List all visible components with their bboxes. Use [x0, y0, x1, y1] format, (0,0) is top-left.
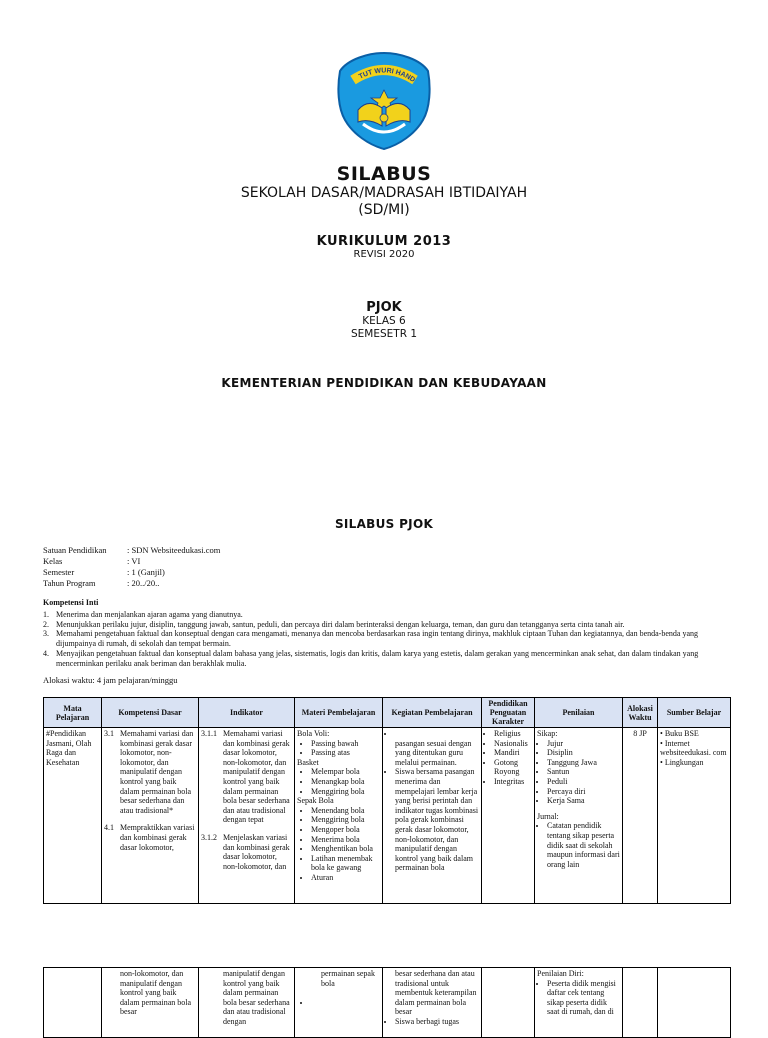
ki-item: 2. Menunjukkan perilaku jujur, disiplin, tanggung jawab, santun, peduli, dan percaya diri dalam berinteraksi dengan keluarga, teman, dan guru dan tetangganya serta cinta tanah air.	[43, 619, 625, 629]
list-item: • Santun	[547, 767, 620, 777]
list-item: • Menerima bola	[311, 835, 380, 845]
list-item: • Peduli	[547, 777, 620, 787]
table-row	[44, 968, 731, 1038]
list-item: • Menghentikan bola	[311, 844, 380, 854]
karakter-cell	[482, 968, 535, 1038]
header-cell: Penilaian	[535, 698, 623, 728]
syllabus-heading: SILABUS PJOK	[334, 517, 434, 531]
header-cell: Kompetensi Dasar	[102, 698, 199, 728]
list-item: • Menggiring bola	[311, 815, 380, 825]
syllabus-table-continued	[43, 967, 731, 1038]
cover-semester: SEMESETR 1	[350, 328, 418, 340]
header-cell: Kegiatan Pembelajaran	[383, 698, 482, 728]
list-item: • Tanggung Jawa	[547, 758, 620, 768]
kd-cell: non-lokomotor, dan manipulatif dengan kontrol yang baik dalam permainan bola besar	[102, 968, 199, 1038]
kompetensi-inti	[43, 598, 733, 669]
karakter-cell	[482, 728, 535, 904]
header-cell: Materi Pembelajaran	[295, 698, 383, 728]
time-allocation: Alokasi waktu: 4 jam pelajaran/minggu	[43, 675, 178, 685]
list-item: • Passing atas	[311, 748, 380, 758]
penilaian-cell: Sikap: • Jujur • Disiplin • Tanggung Jawa • Santun • Peduli • Percaya diri • Kerja Sama Jurnal: • Catatan pendidik tentang sikap peserta didik saat di sekolah maupun informasi dari orang lain	[535, 728, 623, 904]
list-item: • Siswa berbagi tugas	[395, 1017, 479, 1027]
header-cell: Mata Pelajaran	[44, 698, 102, 728]
list-item: • Internet websiteedukasi. com	[660, 738, 727, 758]
header-cell: Alokasi Waktu	[623, 698, 658, 728]
sumber-cell	[658, 728, 731, 904]
header-cell: Sumber Belajar	[658, 698, 731, 728]
cover-school-abbr: (SD/MI)	[358, 202, 410, 218]
list-item: • Mengoper bola	[311, 825, 380, 835]
logo-motto: TUT WURI HAND	[357, 67, 417, 84]
list-item: • Melempar bola	[311, 767, 380, 777]
table-header-row	[44, 698, 731, 728]
list-item: • Menggiring bola	[311, 787, 380, 797]
list-item: • Religius	[494, 729, 532, 739]
ki-title: Kompetensi Inti	[43, 598, 99, 607]
header-cell: Indikator	[199, 698, 295, 728]
cover-title: SILABUS	[336, 163, 432, 185]
identity-block	[43, 545, 220, 589]
alokasi-cell	[623, 968, 658, 1038]
ki-item: 4. Menyajikan pengetahuan faktual dan konseptual dalam bahasa yang jelas, sistematis, logis dan kritis, dalam karya yang estetis, dalam gerakan yang mencerminkan anak sehat, dan dalam tindakan yang mencerminkan perilaku anak beriman dan berakhlak mulia.	[43, 648, 699, 668]
indikator-cell: manipulatif dengan kontrol yang baik dalam permainan bola besar sederhana dan atau tradisional dengan	[199, 968, 295, 1038]
list-item: • Lingkungan	[660, 757, 704, 767]
list-item: • Jujur	[547, 739, 620, 749]
list-item: • Menendang bola	[311, 806, 380, 816]
tut-wuri-handayani-logo	[333, 50, 435, 152]
identity-row: Satuan Pendidikan : SDN Websiteedukasi.com	[43, 545, 221, 555]
mapel-cell	[44, 968, 102, 1038]
list-item: • Peserta didik mengisi daftar cek tentang sikap peserta didik saat di rumah, dan di	[547, 979, 620, 1017]
identity-row: Semester : 1 (Ganjil)	[43, 567, 165, 577]
list-item: • Gotong Royong	[494, 758, 532, 777]
cover-curriculum: KURIKULUM 2013	[316, 234, 452, 249]
sumber-cell	[658, 968, 731, 1038]
list-item: • Integritas	[494, 777, 532, 787]
list-item: • Buku BSE	[660, 729, 699, 738]
indikator-cell: 3.1.1 Memahami variasi dan kombinasi gerak dasar lokomotor, non-lokomotor, dan manipulatif dengan kontrol yang baik dalam permainan bola besar sederhana dan atau tradisional dengan tepat 3.1.2 Menjelaskan variasi dan kombinasi gerak dasar lokomotor, non-lokomotor, dan	[199, 728, 295, 904]
list-item: • Siswa bersama pasangan menerima dan mempelajari lembar kerja yang berisi perintah dan indikator tugas kombinasi pola gerak kombinasi gerak dasar lokomotor, non-lokomotor, dan manipulatif dengan kontrol yang baik dalam permainan bola	[395, 767, 479, 873]
cover-grade: KELAS 6	[362, 315, 406, 327]
cover-revision: REVISI 2020	[353, 249, 415, 260]
list-item: • Catatan pendidik tentang sikap peserta didik saat di sekolah maupun informasi dari orang lain	[547, 821, 620, 869]
list-item: • Aturan	[311, 873, 380, 883]
penilaian-cell: Penilaian Diri: • Peserta didik mengisi daftar cek tentang sikap peserta didik saat di rumah, dan di	[535, 968, 623, 1038]
ki-item: 3. Memahami pengetahuan faktual dan konseptual dengan cara mengamati, menanya dan mencoba berdasarkan rasa ingin tentang dirinya, makhluk ciptaan Tuhan dan kegiatannya, dan benda-benda yang dijumpainya di rumah, di sekolah dan tempat bermain.	[43, 629, 698, 649]
list-item: • Percaya diri	[547, 787, 620, 797]
mapel-cell: #Pendidikan Jasmani, Olah Raga dan Kesehatan	[44, 728, 102, 904]
alokasi-cell: 8 JP	[623, 728, 658, 904]
list-item	[311, 998, 380, 1008]
kd-cell: 3.1 Memahami variasi dan kombinasi gerak dasar lokomotor, non-lokomotor, dan manipulatif dengan kontrol yang baik dalam permainan bola besar sederhana dan atau tradisional* 4.1 Mempraktikkan variasi dan kombinasi gerak dasar lokomotor,	[102, 728, 199, 904]
list-item: • Disiplin	[547, 748, 620, 758]
table-row	[44, 728, 731, 904]
materi-cell: permainan sepak bola •	[295, 968, 383, 1038]
cover-subject: PJOK	[366, 300, 402, 315]
materi-cell: Bola Voli: • Passing bawah • Passing atas Basket • Melempar bola • Menangkap bola • Menggiring bola Sepak Bola • Menendang bola • Menggiring bola • Mengoper bola • Menerima bola • Menghentikan bola • Latihan menembak bola ke gawang • Aturan	[295, 728, 383, 904]
kegiatan-cell	[383, 728, 482, 904]
list-item: • Passing bawah	[311, 739, 380, 749]
cover-school-level: SEKOLAH DASAR/MADRASAH IBTIDAIYAH	[240, 185, 528, 201]
syllabus-table	[43, 697, 731, 904]
list-item: • Mandiri	[494, 748, 532, 758]
list-item: • Nasionalis	[494, 739, 532, 749]
identity-row: Tahun Program : 20../20..	[43, 578, 160, 588]
identity-row: Kelas : VI	[43, 556, 141, 566]
ki-item: 1. Menerima dan menjalankan ajaran agama yang dianutnya.	[43, 609, 243, 619]
kegiatan-cell: besar sederhana dan atau tradisional untuk membentuk keterampilan dalam permainan bola besar • Siswa berbagi tugas	[383, 968, 482, 1038]
list-item: • Latihan menembak bola ke gawang	[311, 854, 380, 873]
header-cell: Pendidikan Penguatan Karakter	[482, 698, 535, 728]
list-item: • Kerja Sama	[547, 796, 620, 806]
list-item: • pasangan sesuai dengan yang ditentukan guru melalui permainan.	[395, 729, 479, 767]
list-item: • Menangkap bola	[311, 777, 380, 787]
cover-ministry: KEMENTERIAN PENDIDIKAN DAN KEBUDAYAAN	[221, 376, 547, 390]
